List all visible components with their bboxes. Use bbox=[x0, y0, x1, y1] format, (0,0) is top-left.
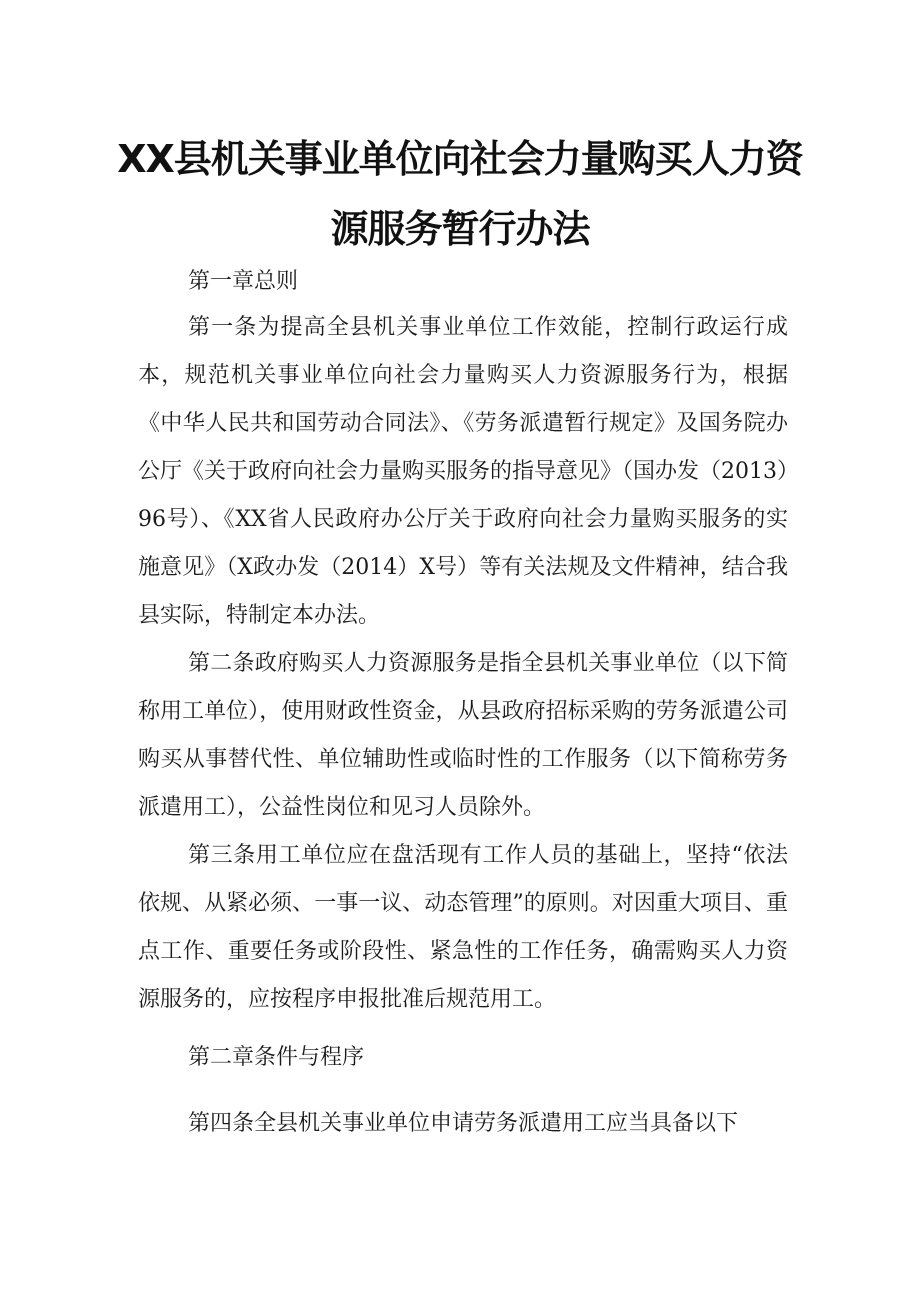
document-title-line-1: XX县机关事业单位向社会力量购买人力资 bbox=[117, 137, 803, 181]
chapter-1-heading: 第一章总则 bbox=[188, 269, 299, 294]
article-1-paragraph: 第一条为提高全县机关事业单位工作效能，控制行政运行成本，规范机关事业单位向社会力量购买人力资源服务行为，根据《中华人民共和国劳动合同法》、《劳务派遣暂行规定》及国务院办公厅《关于政府向社会力量购买服务的指导意见》（国办发（2013）96号）、《XX省人民政府办公厅关于政府向社会力量购买服务的实施意见》（X政办发（2014）X号）等有关法规及文件精神，结合我县实际，特制定本办法。 bbox=[138, 315, 788, 628]
chapter-2-heading: 第二章条件与程序 bbox=[188, 1045, 365, 1070]
article-2-paragraph: 第二条政府购买人力资源服务是指全县机关事业单位（以下简称用工单位），使用财政性资金，从县政府招标采购的劳务派遣公司购买从事替代性、单位辅助性或临时性的工作服务（以下简称劳务派遣用工），公益性岗位和见习人员除外。 bbox=[138, 651, 788, 820]
article-4-paragraph: 第四条全县机关事业单位申请劳务派遣用工应当具备以下 bbox=[188, 1111, 739, 1136]
document-title-line-2: 源服务暂行办法 bbox=[330, 207, 590, 251]
article-3-paragraph: 第三条用工单位应在盘活现有工作人员的基础上，坚持“依法依规、从紧必须、一事一议、动态管理”的原则。对因重大项目、重点工作、重要任务或阶段性、紧急性的工作任务，确需购买人力资源服务的，应按程序申报批准后规范用工。 bbox=[138, 843, 788, 1012]
